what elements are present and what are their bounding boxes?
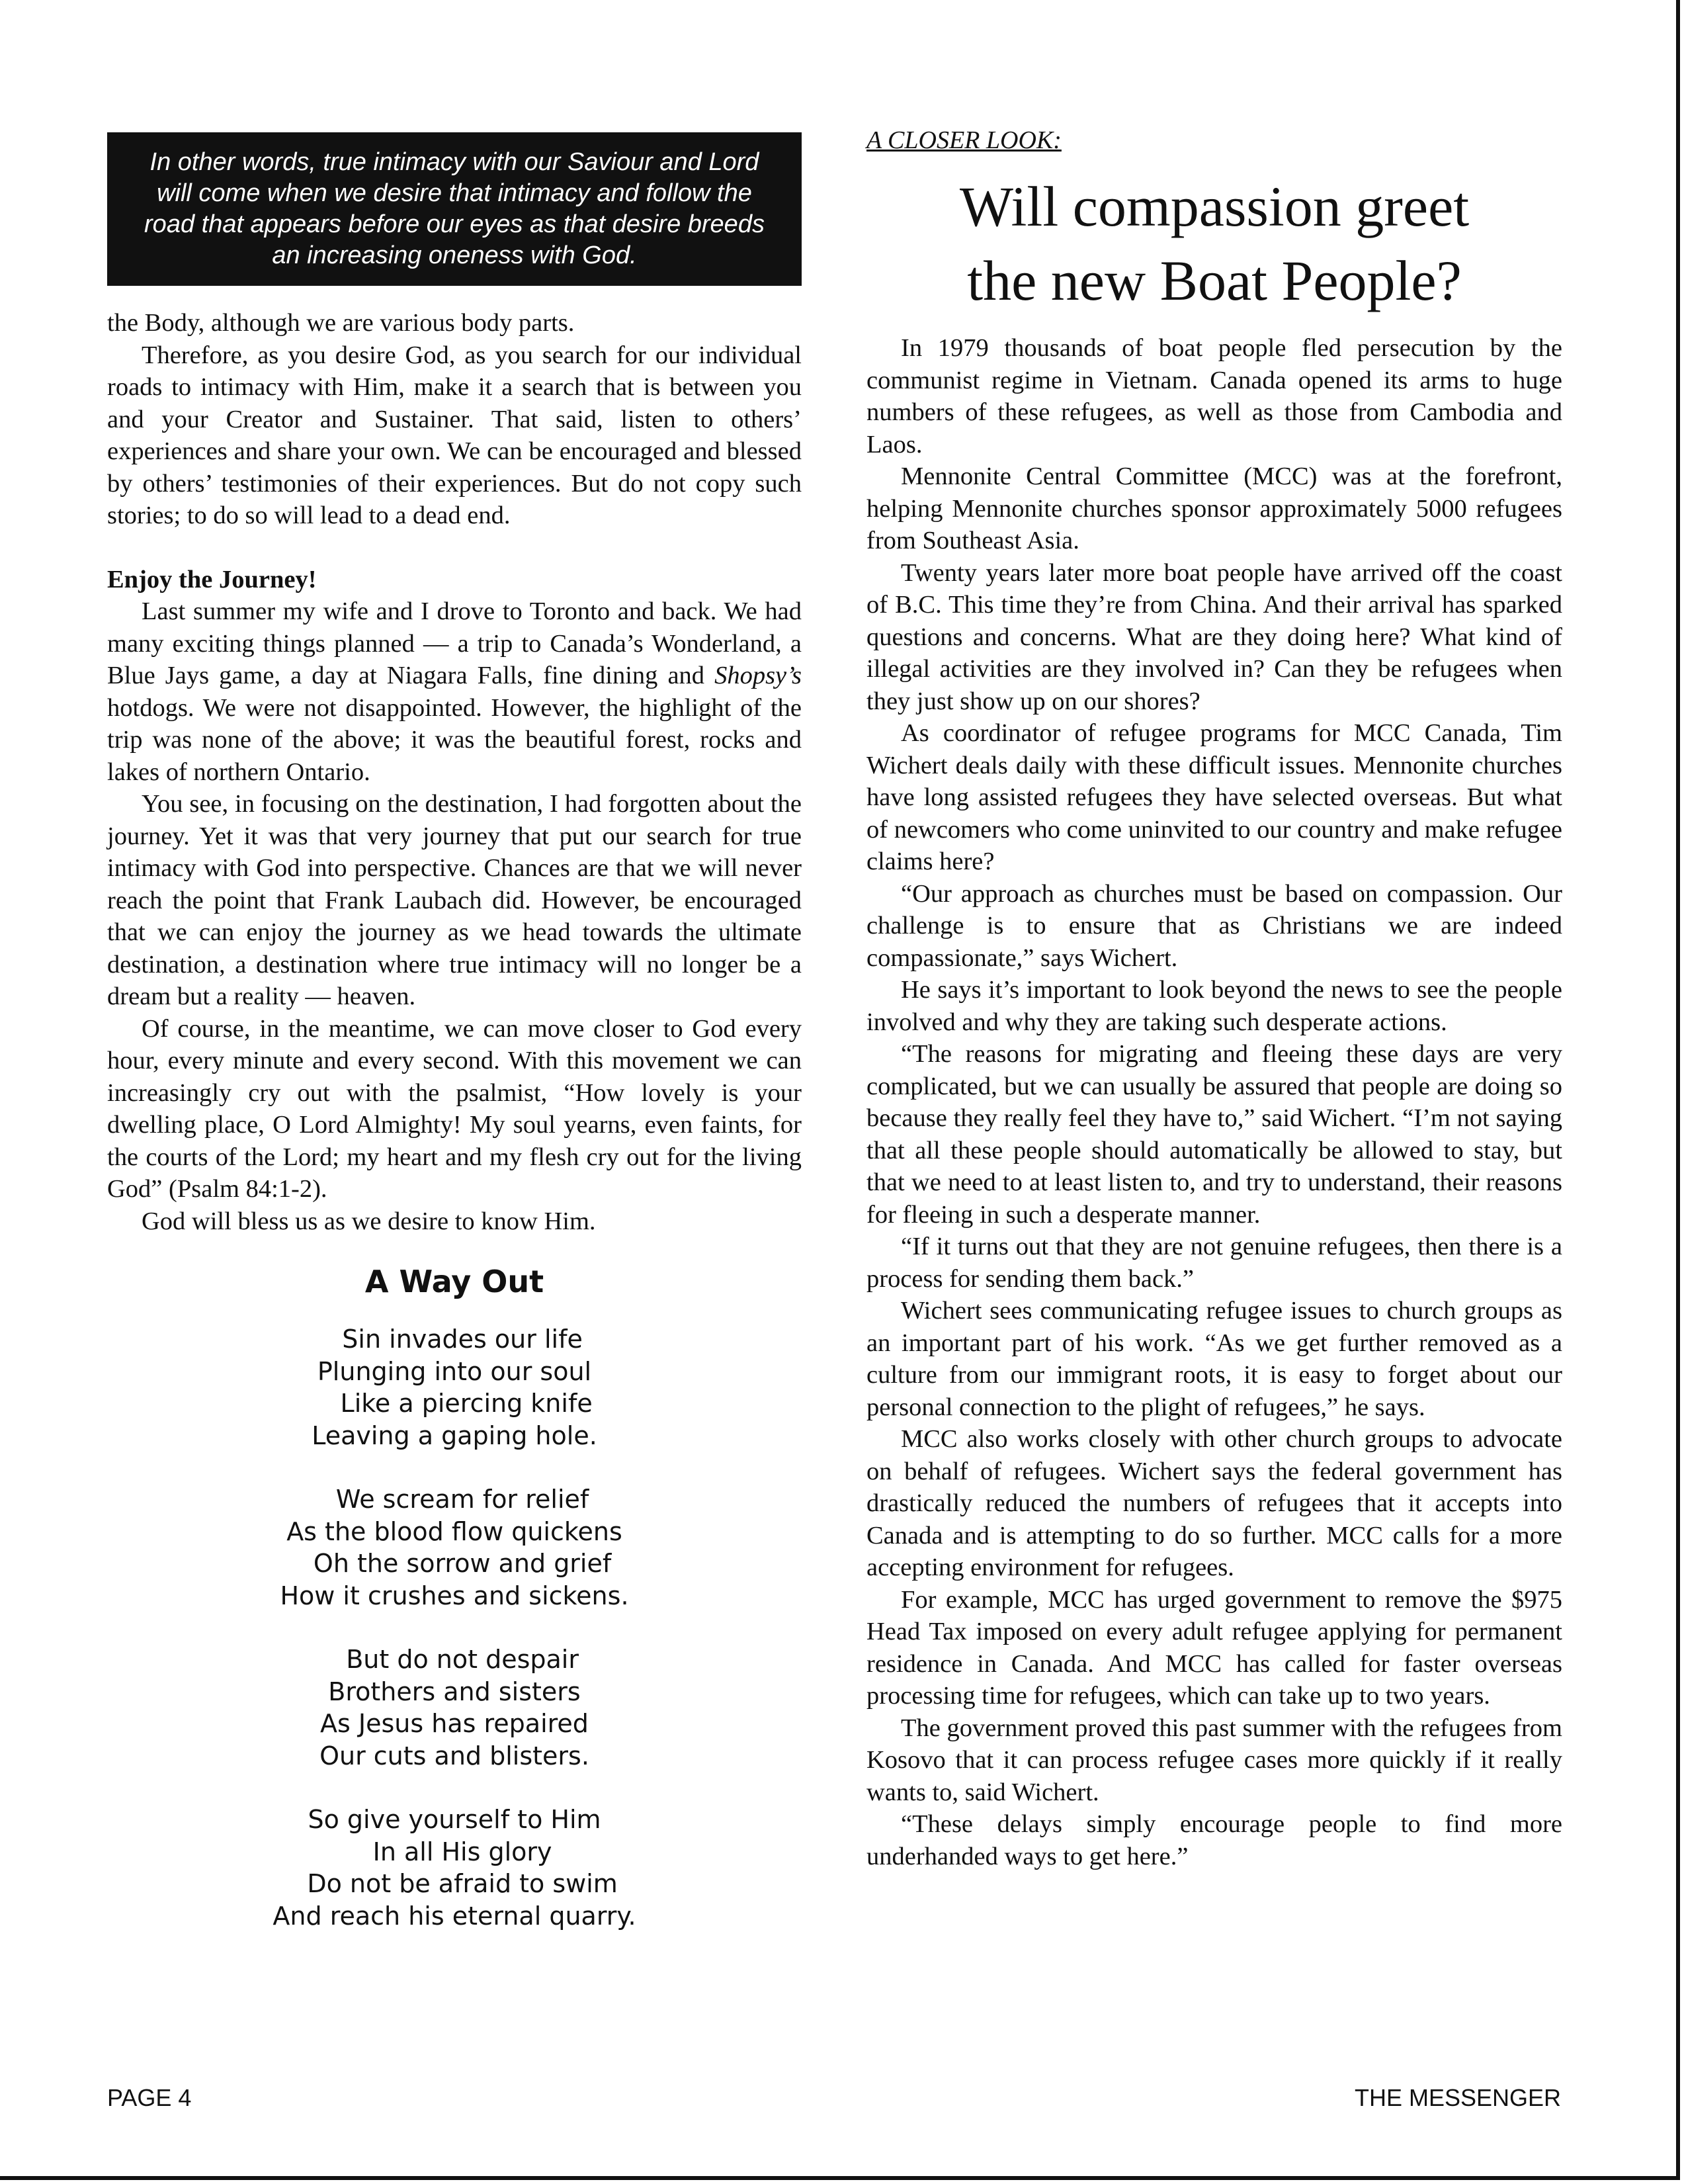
publication-name: THE MESSENGER bbox=[1354, 2084, 1561, 2111]
text-run: Last summer my wife and I drove to Toronto and back. We had many exciting things planned — a trip to Canada’s Wonderland, a Blue Jays game, a day at Niagara Falls, fine dining and bbox=[107, 597, 802, 689]
poem-line: How it crushes and sickens. bbox=[280, 1581, 629, 1610]
poem-line: We scream for relief bbox=[319, 1485, 589, 1514]
poem-line: Like a piercing knife bbox=[316, 1389, 593, 1418]
paragraph: “These delays simply encourage people to find more underhanded ways to get here.” bbox=[866, 1810, 1562, 1870]
paragraph: In 1979 thousands of boat people fled persecution by the communist regime in Vietnam. Canada opened its arms to huge numbers of these refugees, as well as those from Cambodia and Laos. bbox=[866, 334, 1562, 459]
paragraph: Mennonite Central Committee (MCC) was at the forefront, helping Mennonite churches sponsor approximately 5000 refugees from Southeast Asia. bbox=[866, 462, 1562, 554]
paragraph: “If it turns out that they are not genuine refugees, then there is a process for sending them back.” bbox=[866, 1233, 1562, 1293]
section-subhead: Enjoy the Journey! bbox=[107, 565, 317, 593]
poem-line: Do not be afraid to swim bbox=[291, 1869, 618, 1898]
poem-line: Oh the sorrow and grief bbox=[297, 1549, 612, 1578]
paragraph: the Body, although we are various body parts. bbox=[107, 309, 575, 337]
poem-stanza bbox=[107, 1804, 802, 1932]
poem-line: Sin invades our life bbox=[326, 1325, 583, 1354]
poem-title: A Way Out bbox=[364, 1264, 544, 1299]
paragraph: Twenty years later more boat people have arrived off the coast of B.C. This time they’re from China. And their arrival has sparked questions and concerns. What are they doing here? What kind of illegal activities are they involved in? Can they be refugees when they just show up on our shores? bbox=[866, 558, 1562, 715]
left-column bbox=[107, 132, 802, 1964]
poem-line: Brothers and sisters bbox=[328, 1677, 581, 1706]
page-number: PAGE 4 bbox=[107, 2084, 192, 2111]
poem-line: Leaving a gaping hole. bbox=[312, 1420, 597, 1450]
article-headline bbox=[866, 169, 1562, 318]
poem-line: As the blood flow quickens bbox=[286, 1516, 622, 1546]
paragraph: “Our approach as churches must be based on compassion. Our challenge is to ensure that as Christians we are indeed compassionate,” says Wichert. bbox=[866, 879, 1562, 972]
text-run: hotdogs. We were not disappointed. However, the highlight of the trip was none of the above; it was the beautiful forest, rocks and lakes of northern Ontario. bbox=[107, 693, 802, 786]
poem-stanza bbox=[107, 1323, 802, 1452]
poem-line: Our cuts and blisters. bbox=[319, 1741, 589, 1770]
poem-stanza bbox=[107, 1483, 802, 1612]
paragraph: “The reasons for migrating and fleeing these days are very complicated, but we can usually be assured that people are doing so because they really feel they have to,” said Wichert. “I’m not saying that all these people should automatically be allowed to stay, but that we need to at least listen to, and try to understand, their reasons for fleeing in such a desperate manner. bbox=[866, 1040, 1562, 1229]
paragraph bbox=[107, 595, 802, 788]
left-body bbox=[107, 307, 802, 1237]
poem-stanza bbox=[107, 1643, 802, 1772]
paragraph: Therefore, as you desire God, as you search for our individual roads to intimacy with Him, make it a search that is between you and your Creator and Sustainer. That said, listen to others’ experiences and share your own. We can be encouraged and blessed by others’ testimonies of their experiences. But do not copy such stories; to do so will lead to a dead end. bbox=[107, 341, 802, 529]
paragraph: MCC also works closely with other church groups to advocate on behalf of refugees. Wichert says the federal government has drastically reduced the numbers of refugees that it accepts into Canada and is attempting to do so further. MCC calls for a more accepting environment for refugees. bbox=[866, 1425, 1562, 1581]
poem bbox=[107, 1323, 802, 1932]
article-body bbox=[866, 332, 1562, 1872]
poem-line: But do not despair bbox=[330, 1645, 579, 1674]
headline-line: the new Boat People? bbox=[967, 249, 1462, 312]
poem-line: Plunging into our soul bbox=[317, 1356, 592, 1386]
paragraph: You see, in focusing on the destination, I had forgotten about the journey. Yet it was that very journey that put our search for true intimacy with God into perspective. Chances are that we will never reach the point that Frank Laubach did. However, be encouraged that we can enjoy the journey as we head towards the ultimate destination, a destination where true intimacy will no longer be a dream but a reality — heaven. bbox=[107, 790, 802, 1010]
paragraph: As coordinator of refugee programs for MCC Canada, Tim Wichert deals daily with these difficult issues. Mennonite churches have long assisted refugees they have selected overseas. But what of newcomers who come uninvited to our country and make refugee claims here? bbox=[866, 719, 1562, 875]
paragraph: Of course, in the meantime, we can move closer to God every hour, every minute and every second. With this movement we can increasingly cry out with the psalmist, “How lovely is your dwelling place, O Lord Almighty! My soul yearns, even faints, for the courts of the Lord; my heart and my flesh cry out for the living God” (Psalm 84:1-2). bbox=[107, 1014, 802, 1203]
paragraph: Wichert sees communicating refugee issues to church groups as an important part of his work. “As we get further removed as a culture from our immigrant roots, it is easy to forget about our personal connection to the plight of refugees,” he says. bbox=[866, 1297, 1562, 1421]
paragraph: God will bless us as we desire to know Him. bbox=[142, 1207, 596, 1235]
poem-line: And reach his eternal quarry. bbox=[273, 1901, 636, 1931]
paragraph: He says it’s important to look beyond the news to see the people involved and why they are taking such desperate actions. bbox=[866, 976, 1562, 1036]
right-column bbox=[866, 126, 1562, 1872]
poem-line: So give yourself to Him bbox=[308, 1805, 601, 1834]
headline-line: Will compassion greet bbox=[959, 175, 1470, 238]
poem-line: As Jesus has repaired bbox=[320, 1709, 589, 1738]
pull-quote: In other words, true intimacy with our Saviour and Lord will come when we desire that intimacy and follow the road that appears before our eyes as that desire breeds an increasing oneness with God. bbox=[107, 132, 802, 286]
paragraph: For example, MCC has urged government to remove the $975 Head Tax imposed on every adult refugee applying for permanent residence in Canada. And MCC has called for faster overseas processing time for refugees, which can take up to two years. bbox=[866, 1585, 1562, 1710]
paragraph: The government proved this past summer with the refugees from Kosovo that it can process refugee cases more quickly if it really wants to, said Wichert. bbox=[866, 1714, 1562, 1806]
section-kicker: A CLOSER LOOK: bbox=[866, 126, 1062, 154]
italic-text: Shopsy’s bbox=[714, 662, 802, 689]
poem-line: In all His glory bbox=[357, 1837, 552, 1866]
